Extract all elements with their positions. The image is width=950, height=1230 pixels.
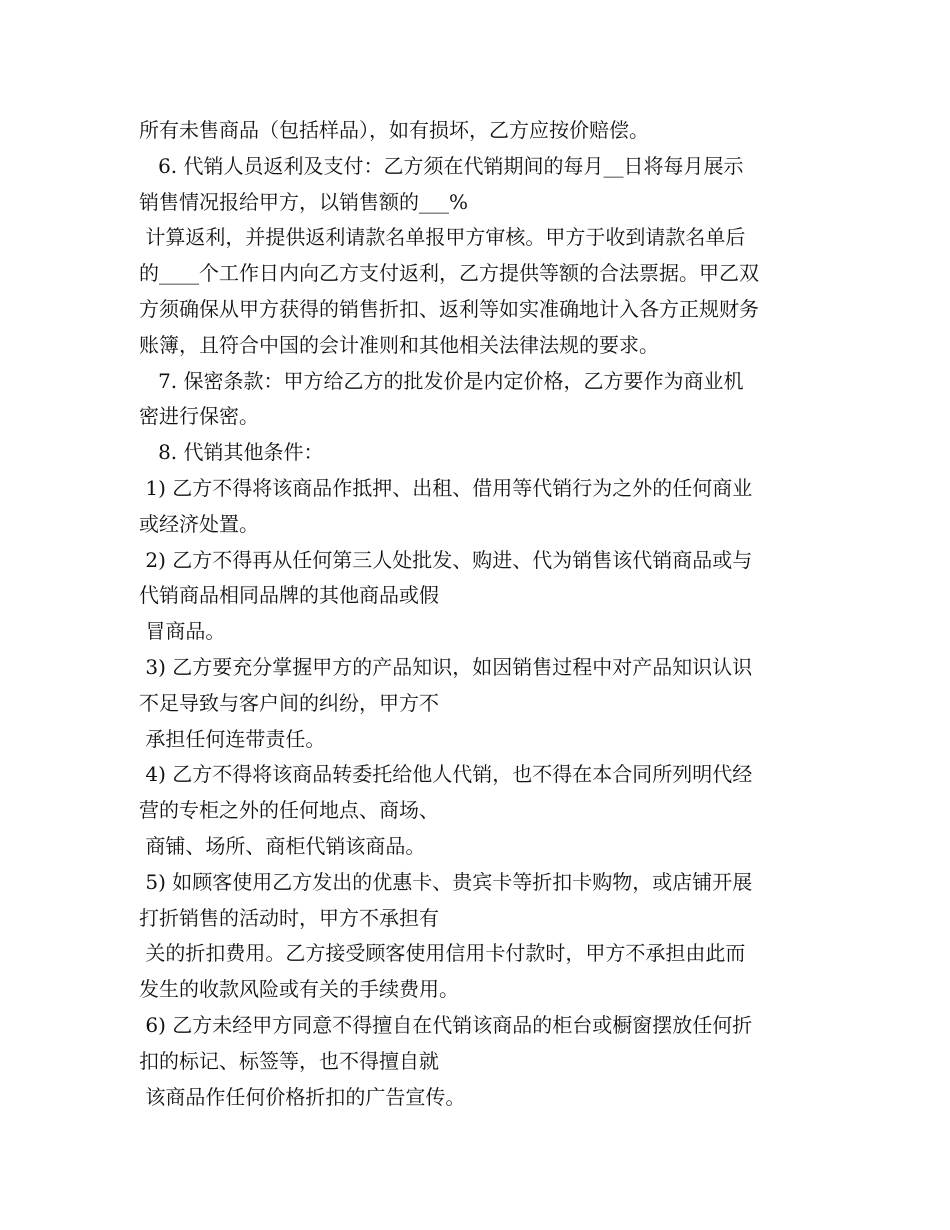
text-line: 4) 乙方不得将该商品转委托给他人代销，也不得在本合同所列明代经	[139, 762, 753, 787]
text-line: 计算返利，并提供返利请款名单报甲方审核。甲方于收到请款名单后	[139, 225, 746, 250]
text-line: 商铺、场所、商柜代销该商品。	[139, 833, 426, 858]
document-body	[139, 113, 819, 1115]
text-line: 该商品作任何价格折扣的广告宣传。	[139, 1084, 466, 1109]
text-line: 冒商品。	[139, 619, 226, 644]
text-line: 承担任何连带责任。	[139, 726, 326, 751]
text-line: 密进行保密。	[139, 404, 259, 429]
text-line: 6) 乙方未经甲方同意不得擅自在代销该商品的柜台或橱窗摆放任何折	[139, 1012, 753, 1037]
text-line: 发生的收款风险或有关的手续费用。	[139, 977, 459, 1002]
text-line: 或经济处置。	[139, 511, 259, 536]
text-line: 5) 如顾客使用乙方发出的优惠卡、贵宾卡等折扣卡购物，或店铺开展	[139, 869, 753, 894]
text-line: 扣的标记、标签等，也不得擅自就	[139, 1048, 439, 1073]
text-line: 打折销售的活动时，甲方不承担有	[139, 905, 439, 930]
text-line: 1) 乙方不得将该商品作抵押、出租、借用等代销行为之外的任何商业	[139, 475, 753, 500]
text-line: 销售情况报给甲方，以销售额的___%	[139, 189, 469, 214]
text-line: 2) 乙方不得再从任何第三人处批发、购进、代为销售该代销商品或与	[139, 547, 753, 572]
text-line: 6. 代销人员返利及支付：乙方须在代销期间的每月__日将每月展示	[139, 153, 744, 178]
text-line: 不足导致与客户间的纠纷，甲方不	[139, 690, 439, 715]
text-line: 方须确保从甲方获得的销售折扣、返利等如实准确地计入各方正规财务	[139, 296, 759, 321]
text-line: 关的折扣费用。乙方接受顾客使用信用卡付款时，甲方不承担由此而	[139, 941, 746, 966]
text-line: 营的专柜之外的任何地点、商场、	[139, 798, 439, 823]
text-line: 所有未售商品（包括样品），如有损坏，乙方应按价赔偿。	[139, 118, 649, 142]
text-line: 代销商品相同品牌的其他商品或假	[139, 583, 439, 608]
text-line: 账簿，且符合中国的会计准则和其他相关法律法规的要求。	[139, 332, 659, 357]
text-line: 7. 保密条款：甲方给乙方的批发价是内定价格，乙方要作为商业机	[139, 368, 744, 393]
text-line: 8. 代销其他条件：	[139, 440, 324, 465]
text-line: 3) 乙方要充分掌握甲方的产品知识，如因销售过程中对产品知识认识	[139, 654, 753, 679]
text-line: 的____个工作日内向乙方支付返利，乙方提供等额的合法票据。甲乙双	[139, 261, 759, 286]
